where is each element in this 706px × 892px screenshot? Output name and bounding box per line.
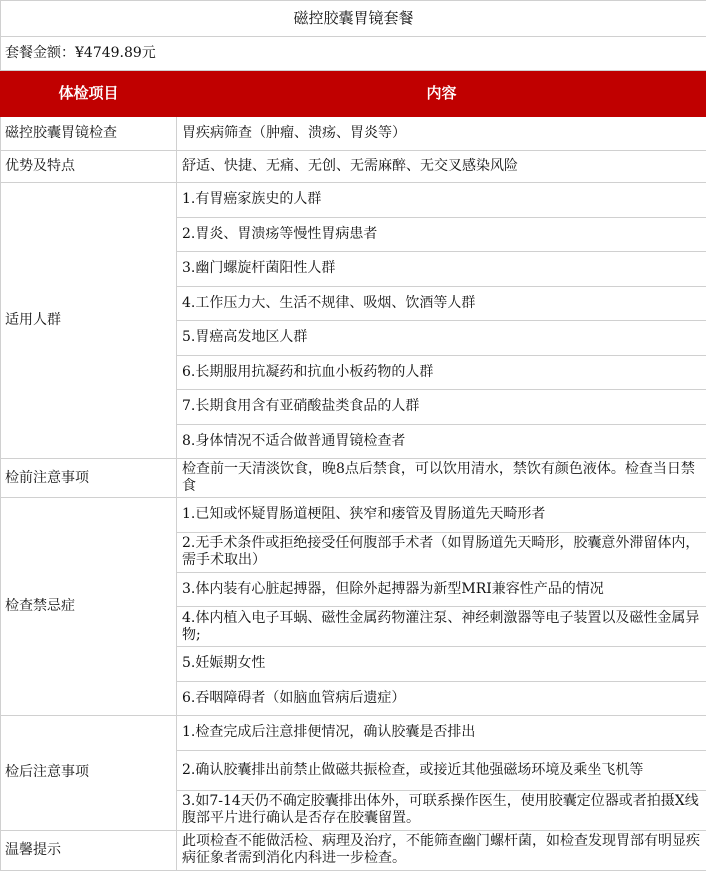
post-item: 2.确认胶囊排出前禁止做磁共振检查，或接近其他强磁场环境及乘坐飞机等 <box>177 750 706 790</box>
row-check-content: 胃疾病筛查（肿瘤、溃疡、胃炎等） <box>177 117 706 151</box>
post-item: 3.如7-14天仍不确定胶囊排出体外，可联系操作医生，使用胶囊定位器或者拍摄X线腹部平片进行确认是否存在胶囊留置。 <box>177 790 706 830</box>
row-check <box>1 117 706 151</box>
row-advantages-label: 优势及特点 <box>1 151 177 183</box>
row-pre-content: 检查前一天清淡饮食，晚8点后禁食，可以饮用清水，禁饮有颜色液体。检查当日禁食 <box>177 459 706 498</box>
contra-item: 6.吞咽障碍者（如脑血管病后遗症） <box>177 681 706 716</box>
suitable-item: 8.身体情况不适合做普通胃镜检查者 <box>177 424 706 459</box>
row-post <box>1 716 706 751</box>
row-tips-content: 此项检查不能做活检、病理及治疗，不能筛查幽门螺杆菌，如检查发现胃部有明显疾病征象者需到消化内科进一步检查。 <box>177 830 706 870</box>
title-row <box>1 1 706 37</box>
contra-item: 5.妊娠期女性 <box>177 647 706 682</box>
row-contra <box>1 498 706 533</box>
row-pre <box>1 459 706 498</box>
contra-item: 2.无手术条件或拒绝接受任何腹部手术者（如胃肠道先天畸形，胶囊意外滞留体内，需手术取出） <box>177 532 706 572</box>
suitable-item: 4.工作压力大、生活不规律、吸烟、饮酒等人群 <box>177 286 706 321</box>
contra-item: 1.已知或怀疑胃肠道梗阻、狭窄和瘘管及胃肠道先天畸形者 <box>177 498 706 533</box>
row-advantages <box>1 151 706 183</box>
suitable-item: 6.长期服用抗凝药和抗血小板药物的人群 <box>177 355 706 390</box>
header-content: 内容 <box>177 71 706 117</box>
row-suitable <box>1 183 706 218</box>
row-tips <box>1 830 706 870</box>
row-contra-label: 检查禁忌症 <box>1 498 177 716</box>
table-header <box>1 71 706 117</box>
row-tips-label: 温馨提示 <box>1 830 177 870</box>
contra-item: 3.体内装有心脏起搏器，但除外起搏器为新型MRI兼容性产品的情况 <box>177 572 706 607</box>
row-advantages-content: 舒适、快捷、无痛、无创、无需麻醉、无交叉感染风险 <box>177 151 706 183</box>
package-title: 磁控胶囊胃镜套餐 <box>1 1 706 37</box>
price-row <box>1 37 706 71</box>
contra-item: 4.体内植入电子耳蜗、磁性金属药物灌注泵、神经刺激器等电子装置以及磁性金属异物; <box>177 607 706 647</box>
row-post-label: 检后注意事项 <box>1 716 177 831</box>
suitable-item: 5.胃癌高发地区人群 <box>177 321 706 356</box>
suitable-item: 7.长期食用含有亚硝酸盐类食品的人群 <box>177 390 706 425</box>
post-item: 1.检查完成后注意排便情况，确认胶囊是否排出 <box>177 716 706 751</box>
row-suitable-label: 适用人群 <box>1 183 177 459</box>
package-price: 套餐金额：¥4749.89元 <box>1 37 706 71</box>
row-check-label: 磁控胶囊胃镜检查 <box>1 117 177 151</box>
suitable-item: 3.幽门螺旋杆菌阳性人群 <box>177 252 706 287</box>
suitable-item: 1.有胃癌家族史的人群 <box>177 183 706 218</box>
suitable-item: 2.胃炎、胃溃疡等慢性胃病患者 <box>177 217 706 252</box>
row-pre-label: 检前注意事项 <box>1 459 177 498</box>
header-item: 体检项目 <box>1 71 177 117</box>
